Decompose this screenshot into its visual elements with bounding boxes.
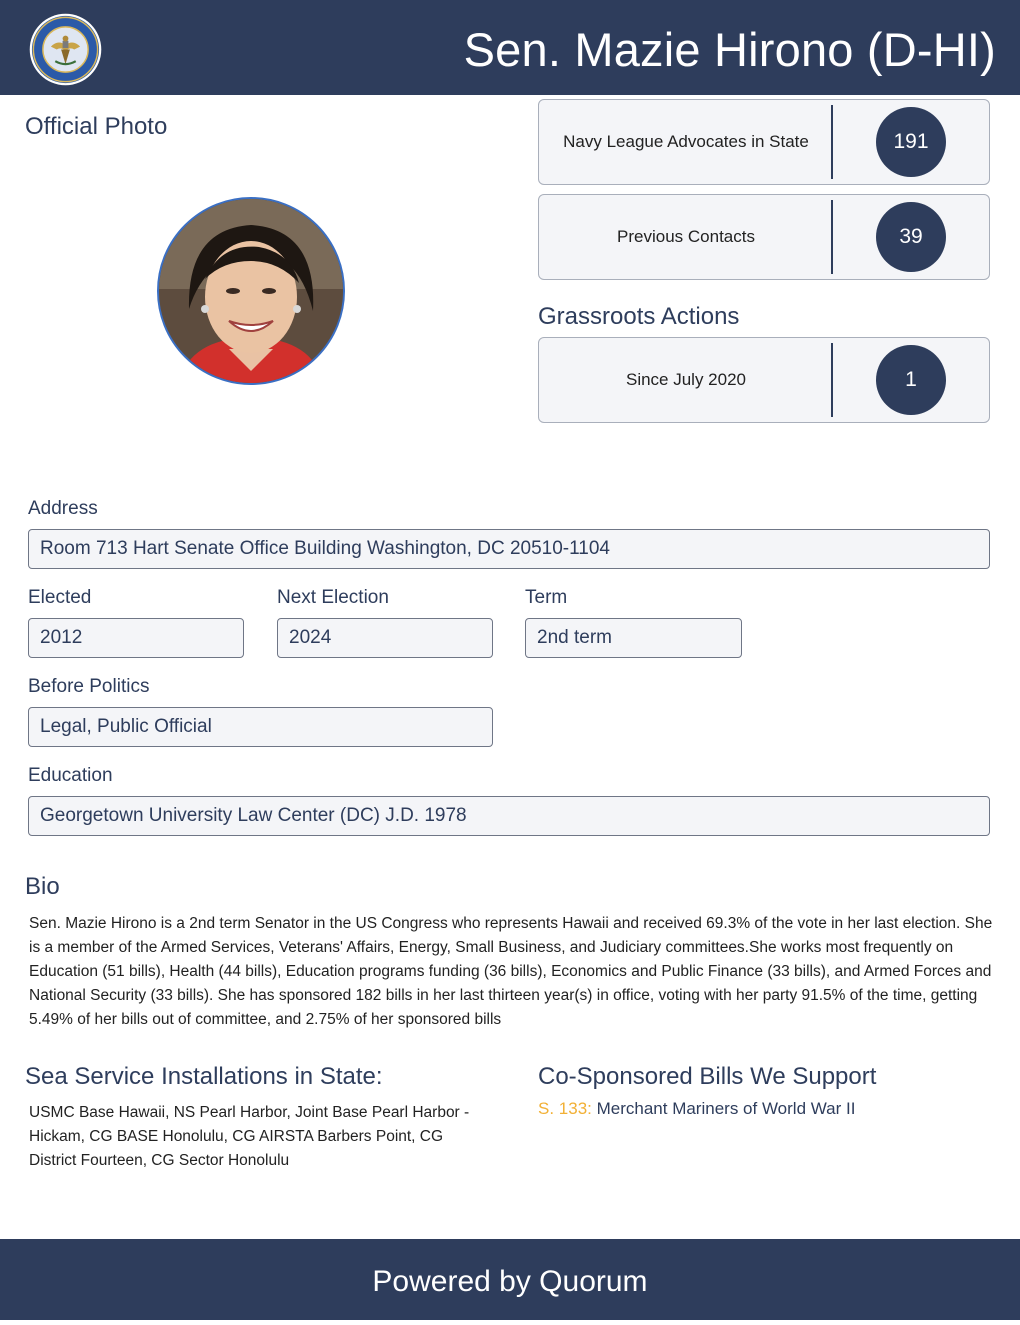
- card-divider: [831, 200, 833, 274]
- page-title: Sen. Mazie Hirono (D-HI): [463, 23, 996, 76]
- card-divider: [831, 343, 833, 417]
- bill-title: Merchant Mariners of World War II: [596, 1099, 856, 1118]
- previous-contacts-count: 39: [876, 202, 946, 272]
- grassroots-label: Since July 2020: [625, 370, 747, 389]
- bills-heading: Co-Sponsored Bills We Support: [538, 1063, 877, 1090]
- portrait-image: [159, 199, 343, 383]
- footer-text: Powered by Quorum: [372, 1265, 648, 1298]
- official-photo: [157, 197, 345, 385]
- before-politics-field: Legal, Public Official: [28, 707, 493, 747]
- installations-text: USMC Base Hawaii, NS Pearl Harbor, Joint Base Pearl Harbor - Hickam, CG BASE Honolulu, CG AIRSTA Barbers Point, CG District Fourteen, CG Sector Honolulu: [29, 1104, 470, 1169]
- next-election-label: Next Election: [277, 587, 389, 608]
- previous-contacts-card: [538, 194, 990, 280]
- bill-item[interactable]: [538, 1099, 855, 1119]
- grassroots-heading: Grassroots Actions: [538, 303, 740, 330]
- education-field: Georgetown University Law Center (DC) J.D. 1978: [28, 796, 990, 836]
- term-label: Term: [525, 587, 568, 608]
- installations-heading: Sea Service Installations in State:: [25, 1063, 383, 1090]
- elected-field: 2012: [28, 618, 244, 658]
- address-label: Address: [28, 498, 98, 519]
- education-label: Education: [28, 765, 113, 786]
- bio-text: Sen. Mazie Hirono is a 2nd term Senator in the US Congress who represents Hawaii and received 69.3% of the vote in her last election. She is a member of the Armed Services, Veterans' Affairs, Energy, Small Business, and Judiciary committees.She works most frequently on Education (51 bills), Health (44 bills), Education programs funding (36 bills), Economics and Public Finance (33 bills), and Armed Forces and National Security (33 bills). She has sponsored 182 bills in her last thirteen year(s) in office, voting with her party 91.5% of the time, getting 5.49% of her bills out of committee, and 2.75% of her sponsored bills: [29, 915, 993, 1028]
- footer-bar: [0, 1239, 1020, 1320]
- card-divider: [831, 105, 833, 179]
- navy-league-seal-icon: [29, 13, 102, 86]
- advocates-count: 191: [876, 107, 946, 177]
- advocates-label: Navy League Advocates in State: [563, 132, 809, 151]
- term-field: 2nd term: [525, 618, 742, 658]
- previous-contacts-label: Previous Contacts: [617, 227, 755, 246]
- header-bar: [0, 0, 1020, 95]
- bio-heading: Bio: [25, 873, 60, 900]
- bill-number: S. 133:: [538, 1099, 592, 1118]
- grassroots-count: 1: [876, 345, 946, 415]
- advocates-card: [538, 99, 990, 185]
- official-photo-heading: Official Photo: [25, 113, 168, 140]
- before-politics-label: Before Politics: [28, 676, 150, 697]
- elected-label: Elected: [28, 587, 92, 608]
- next-election-field: 2024: [277, 618, 493, 658]
- address-field: Room 713 Hart Senate Office Building Washington, DC 20510-1104: [28, 529, 990, 569]
- grassroots-card: [538, 337, 990, 423]
